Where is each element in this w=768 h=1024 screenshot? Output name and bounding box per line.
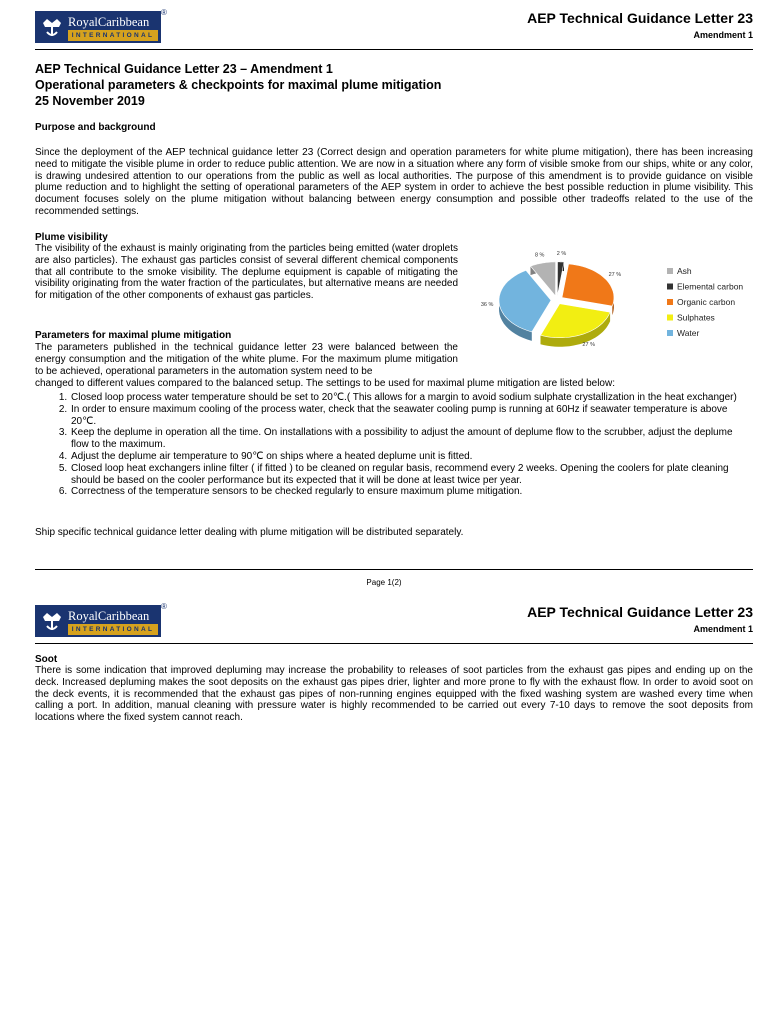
footer-rule	[35, 569, 753, 570]
data-label-elemental-carbon: 2 %	[556, 251, 567, 258]
legend-swatch-water	[667, 330, 673, 336]
header-title: AEP Technical Guidance Letter 23	[527, 604, 753, 620]
legend-swatch-ash	[667, 268, 673, 274]
legend-label-water: Water	[677, 328, 700, 338]
legend-label-elemental-carbon: Elemental carbon	[677, 281, 744, 292]
visibility-heading: Plume visibility	[35, 232, 108, 243]
title-date: 25 November 2019	[35, 94, 145, 108]
header-subtitle: Amendment 1	[693, 30, 753, 40]
legend-swatch-organic-carbon	[667, 299, 673, 305]
royal-caribbean-logo	[35, 11, 161, 43]
logo-subline: INTERNATIONAL	[68, 624, 158, 635]
registered-mark: ®	[161, 8, 167, 17]
pie-slice-elemental-carbon	[557, 262, 564, 296]
title-line-2: Operational parameters & checkpoints for maximal plume mitigation	[35, 78, 442, 92]
parameters-heading: Parameters for maximal plume mitigation	[35, 330, 232, 341]
logo-subline: INTERNATIONAL	[68, 30, 158, 41]
list-item: 2. In order to ensure maximum cooling of the process water, check that the seawater cooling pump is running at 60Hz if seawater temperature is above 20℃.	[70, 404, 753, 428]
crown-anchor-icon	[39, 15, 65, 39]
list-item: 3. Keep the deplume in operation all the time. On installations with a possibility to adjust the amount of deplume flow to the scrubber, adjust the deplume flow to the maximum.	[70, 427, 753, 451]
list-item: 5. Closed loop heat exchangers inline filter ( if fitted ) to be cleaned on regular basis, recommend every 2 weeks. Opening the coolers for plate cleaning should be based on the cooler performance but its expected that it will be done at least twice per year.	[70, 463, 753, 487]
legend-swatch-sulphates	[667, 315, 673, 321]
legend-label-sulphates: Sulphates	[677, 312, 715, 323]
list-item: 6. Correctness of the temperature sensors to be checked regularly to ensure maximum plume mitigation.	[70, 486, 753, 498]
legend-swatch-elemental-carbon	[667, 284, 673, 290]
pie-slice-organic-carbon	[562, 264, 614, 306]
title-line-1: AEP Technical Guidance Letter 23 – Amendment 1	[35, 62, 333, 76]
purpose-paragraph: Since the deployment of the AEP technical guidance letter 23 (Correct design and operation parameters for white plume mitigation), there has been increasing need to mitigate the visible plume in order to reduce public attention. We are now in a situation where any form of visible smoke from our ships, white or any color, is drawing undesired attention to our operations from the public as well as local authorities. The purpose of this amendment is to provide guidance on visible plume reduction and to highlight the setting of operational parameters of the AEP system in order to achieve the best possible reduction in plume visibility. This document focuses solely on the plume mitigation without balancing between energy consumption and possible other tradeoffs related to the use of the recommended settings.	[35, 147, 753, 217]
royal-caribbean-logo	[35, 605, 161, 637]
page-number: Page 1(2)	[366, 578, 402, 587]
closing-note: Ship specific technical guidance letter dealing with plume mitigation will be distributed separately.	[35, 527, 464, 538]
particle-composition-pie-chart	[465, 250, 753, 365]
list-item: 1. Closed loop process water temperature should be set to 20℃.( This allows for a margin to avoid sodium sulphate crystallization in the heat exchanger)	[70, 392, 753, 404]
registered-mark: ®	[161, 602, 167, 611]
header-rule	[35, 49, 753, 50]
legend-label-ash: Ash	[677, 266, 692, 276]
soot-paragraph: There is some indication that improved depluming may increase the probability to releases of soot particles from the exhaust gas pipes and ending up on the deck. Increased depluming makes the soot deposits on the exhaust gas pipes drier, lighter and more prone to fly with the exhaust flow. In order to avoid soot on the deck events, it is recommended that the exhaust gas pipes of non-running engines equipped with the fixed washing system are washed every time when calling a port. In addition, manual cleaning with pressure water is highly recommended to be carried out every 7-10 days to remove the soot deposits from locations where the fixed system cannot reach.	[35, 665, 753, 724]
parameters-paragraph-narrow: The parameters published in the technical guidance letter 23 were balanced between the energy consumption and the mitigation of the white plume. For the maximum plume mitigation to be achieved, operational parameters in the automation system need to be	[35, 342, 458, 377]
data-label-water: 36 %	[480, 302, 494, 308]
parameters-paragraph-wide: changed to different values compared to the balanced setup. The settings to be used for maximal plume mitigation are listed below:	[35, 378, 615, 389]
data-label-ash: 8 %	[534, 252, 545, 259]
header-title: AEP Technical Guidance Letter 23	[527, 10, 753, 26]
soot-heading: Soot	[35, 654, 58, 665]
logo-wordmark: RoyalCaribbean	[68, 15, 150, 29]
header-rule	[35, 643, 753, 644]
page-header-1	[35, 8, 753, 47]
settings-list	[35, 392, 753, 498]
list-item: 4. Adjust the deplume air temperature to 90℃ on ships where a heated deplume unit is fitted.	[70, 451, 753, 463]
header-subtitle: Amendment 1	[693, 624, 753, 634]
legend-label-organic-carbon: Organic carbon	[677, 297, 736, 307]
logo-wordmark: RoyalCaribbean	[68, 609, 150, 623]
page-header-2	[35, 602, 753, 641]
visibility-paragraph: The visibility of the exhaust is mainly originating from the particles being emitted (water droplets are also particles). The exhaust gas particles consist of several different chemical components that all contribute to the smoke visibility. The deplume equipment is capable of mitigating the visibility originating from the water fraction of the particulates, but alternative means are needed for mitigation of the other components of exhaust gas particles.	[35, 243, 458, 302]
purpose-heading: Purpose and background	[35, 122, 156, 133]
crown-anchor-icon	[39, 609, 65, 633]
document-title	[35, 61, 441, 109]
data-label-sulphates: 27 %	[582, 341, 595, 348]
data-label-organic-carbon: 27 %	[608, 272, 622, 279]
